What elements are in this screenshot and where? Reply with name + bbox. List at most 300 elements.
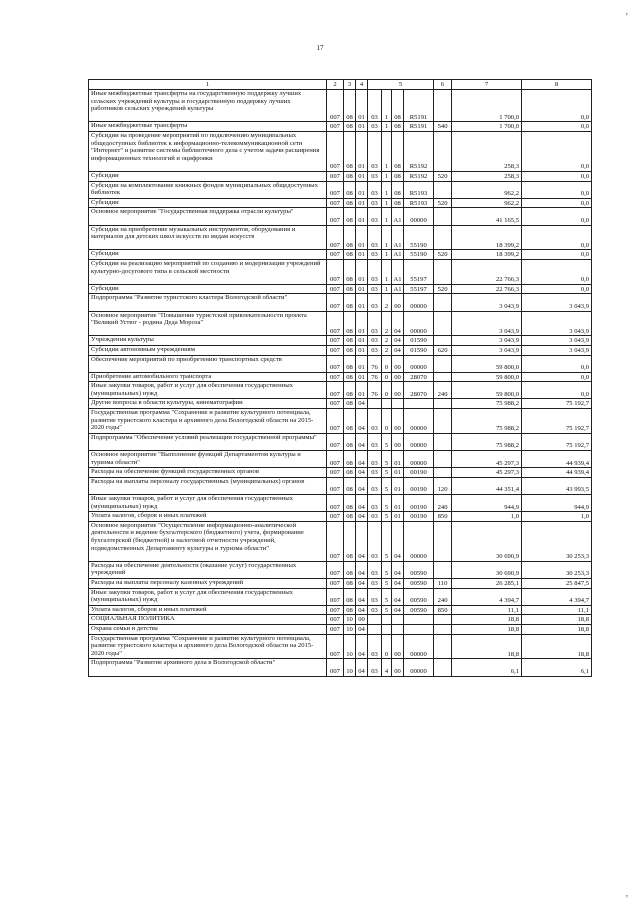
header-cell-ministry: 2 — [327, 80, 344, 90]
row-target-direction: 28070 — [404, 382, 434, 399]
row-expense-type: 120 — [434, 477, 452, 494]
row-ministry-code: 007 — [327, 225, 344, 250]
row-target-direction: 55197 — [404, 284, 434, 294]
row-subsection-code: 01 — [356, 284, 368, 294]
row-subsection-code: 04 — [356, 588, 368, 605]
row-expense-type — [434, 468, 452, 478]
row-ministry-code: 007 — [327, 345, 344, 355]
row-amount-2: 6,1 — [522, 659, 592, 676]
header-cell-subsection: 4 — [356, 80, 368, 90]
row-target-direction: 00000 — [404, 634, 434, 659]
row-section-code: 08 — [344, 409, 356, 434]
row-target-subprogram — [382, 399, 392, 409]
table-row — [89, 605, 592, 615]
row-expense-type — [434, 659, 452, 676]
row-target-direction: 55190 — [404, 225, 434, 250]
row-name: Иные межбюджетные трансферты на государственную поддержку лучших сельских учреждений культуры и государственную поддержку лучших работников сельских учреждений культуры — [89, 90, 327, 122]
row-amount-2: 3 043,9 — [522, 336, 592, 346]
row-name: Подпрограмма "Развитие архивного дела в Вологодской области" — [89, 659, 327, 676]
row-target-direction: 00000 — [404, 433, 434, 450]
row-name: Расходы на обеспечение деятельности (оказание услуг) государственных учреждений — [89, 561, 327, 578]
row-target-direction: 28070 — [404, 372, 434, 382]
row-amount-1: 59 800,0 — [452, 372, 522, 382]
row-subsection-code: 01 — [356, 294, 368, 311]
table-row — [89, 615, 592, 625]
row-target-activity: 01 — [392, 495, 404, 512]
table-row — [89, 624, 592, 634]
row-target-program: 03 — [368, 181, 382, 198]
row-target-direction: 00000 — [404, 355, 434, 372]
row-amount-1: 44 351,4 — [452, 477, 522, 494]
row-target-direction: 55190 — [404, 250, 434, 260]
row-amount-2: 0,0 — [522, 382, 592, 399]
row-section-code: 10 — [344, 659, 356, 676]
row-ministry-code: 007 — [327, 90, 344, 122]
row-subsection-code: 04 — [356, 399, 368, 409]
row-ministry-code: 007 — [327, 399, 344, 409]
table-row — [89, 171, 592, 181]
row-target-direction: 00590 — [404, 561, 434, 578]
row-name: Субсидии на проведение мероприятий по подключению муниципальных общедоступных библиотек к информационно-телекоммуникационной сети "Интернет" и развитие системы библиотечного дела с учетом задачи расширения информационных технологий и оцифровки — [89, 131, 327, 171]
row-subsection-code: 01 — [356, 311, 368, 336]
row-name: Субсидии на реализацию мероприятий по созданию и модернизации учреждений культурно-досугового типа в сельской местности — [89, 259, 327, 284]
row-target-direction: 55197 — [404, 259, 434, 284]
row-amount-1: 3 043,9 — [452, 311, 522, 336]
row-ministry-code: 007 — [327, 336, 344, 346]
row-target-activity: 08 — [392, 181, 404, 198]
row-section-code: 08 — [344, 605, 356, 615]
table-row — [89, 250, 592, 260]
row-amount-1: 45 297,3 — [452, 468, 522, 478]
row-target-program: 03 — [368, 90, 382, 122]
table-row — [89, 225, 592, 250]
row-target-program: 03 — [368, 250, 382, 260]
row-amount-1: 962,2 — [452, 181, 522, 198]
row-amount-2: 30 253,3 — [522, 561, 592, 578]
row-target-activity: A1 — [392, 208, 404, 225]
row-amount-1: 30 690,9 — [452, 561, 522, 578]
row-amount-1: 1,0 — [452, 512, 522, 522]
row-amount-2: 1,0 — [522, 512, 592, 522]
row-name: Субсидии на приобретение музыкальных инструментов, оборудования и материалов для детских школ искусств по видам искусств — [89, 225, 327, 250]
row-target-activity: 00 — [392, 294, 404, 311]
row-amount-1: 22 766,3 — [452, 284, 522, 294]
row-target-program: 03 — [368, 336, 382, 346]
budget-table — [88, 79, 592, 677]
row-target-direction: 00000 — [404, 451, 434, 468]
row-target-activity: 04 — [392, 345, 404, 355]
row-expense-type — [434, 409, 452, 434]
row-name: Субсидии — [89, 284, 327, 294]
row-amount-2: 75 192,7 — [522, 409, 592, 434]
row-target-activity: 04 — [392, 561, 404, 578]
row-subsection-code: 01 — [356, 355, 368, 372]
row-subsection-code: 01 — [356, 90, 368, 122]
row-ministry-code: 007 — [327, 624, 344, 634]
row-name: Учреждения культуры — [89, 336, 327, 346]
row-expense-type: 240 — [434, 588, 452, 605]
row-expense-type — [434, 355, 452, 372]
table-row — [89, 122, 592, 132]
table-row — [89, 345, 592, 355]
row-target-program: 03 — [368, 198, 382, 208]
row-name: Другие вопросы в области культуры, кинематографии — [89, 399, 327, 409]
row-target-direction: R5191 — [404, 90, 434, 122]
row-target-program: 03 — [368, 122, 382, 132]
row-name: Расходы на обеспечение функций государственных органов — [89, 468, 327, 478]
row-name: Подпрограмма "Развитие туристского кластера Вологодской области" — [89, 294, 327, 311]
row-ministry-code: 007 — [327, 355, 344, 372]
row-target-direction: 00590 — [404, 588, 434, 605]
header-cell-amount-1: 7 — [452, 80, 522, 90]
row-target-subprogram: 2 — [382, 311, 392, 336]
table-row — [89, 477, 592, 494]
row-section-code: 08 — [344, 399, 356, 409]
row-target-direction: 00190 — [404, 468, 434, 478]
row-amount-1: 944,9 — [452, 495, 522, 512]
row-target-program: 03 — [368, 659, 382, 676]
table-row — [89, 311, 592, 336]
row-target-direction — [404, 624, 434, 634]
row-target-program: 03 — [368, 259, 382, 284]
row-target-activity: 01 — [392, 468, 404, 478]
row-section-code: 08 — [344, 345, 356, 355]
row-target-subprogram: 5 — [382, 512, 392, 522]
row-target-direction: 01590 — [404, 345, 434, 355]
row-target-subprogram: 1 — [382, 90, 392, 122]
row-section-code: 08 — [344, 171, 356, 181]
row-amount-2: 0,0 — [522, 181, 592, 198]
page-number: 17 — [316, 44, 324, 52]
row-subsection-code: 04 — [356, 495, 368, 512]
row-target-subprogram: 0 — [382, 409, 392, 434]
header-cell-amount-2: 8 — [522, 80, 592, 90]
row-target-program: 03 — [368, 451, 382, 468]
row-target-direction: R5191 — [404, 122, 434, 132]
row-target-activity — [392, 624, 404, 634]
row-name: Расходы на выплаты персоналу казенных учреждений — [89, 578, 327, 588]
row-target-activity: 04 — [392, 605, 404, 615]
row-target-direction: R5192 — [404, 171, 434, 181]
row-target-direction: 00000 — [404, 311, 434, 336]
row-target-activity: A1 — [393, 251, 402, 259]
row-amount-1: 59 800,0 — [452, 355, 522, 372]
table-row — [89, 521, 592, 561]
row-target-direction: 00000 — [404, 294, 434, 311]
row-section-code: 08 — [344, 250, 356, 260]
table-row — [89, 382, 592, 399]
table-row — [89, 355, 592, 372]
row-amount-1: 3 043,9 — [452, 345, 522, 355]
row-amount-2: 25 847,5 — [522, 578, 592, 588]
row-name: Субсидии — [89, 250, 327, 260]
row-target-direction: 00590 — [404, 605, 434, 615]
row-target-subprogram: 1 — [382, 250, 392, 260]
row-section-code: 08 — [344, 561, 356, 578]
row-amount-1: 4 394,7 — [452, 588, 522, 605]
row-target-activity: A1 — [392, 225, 404, 250]
table-header-row — [89, 80, 592, 90]
row-subsection-code: 01 — [356, 259, 368, 284]
row-section-code: 08 — [344, 588, 356, 605]
row-target-subprogram: 5 — [382, 588, 392, 605]
row-section-code: 08 — [344, 225, 356, 250]
row-target-subprogram: 2 — [382, 336, 392, 346]
row-ministry-code: 007 — [327, 512, 344, 522]
row-section-code: 08 — [344, 521, 356, 561]
row-amount-1: 1 700,0 — [452, 122, 522, 132]
row-ministry-code: 007 — [327, 521, 344, 561]
row-subsection-code: 01 — [356, 181, 368, 198]
row-expense-type: 850 — [434, 512, 452, 522]
row-amount-1: 22 766,3 — [452, 259, 522, 284]
row-target-subprogram — [382, 624, 392, 634]
row-amount-1: 11,1 — [452, 605, 522, 615]
row-amount-1: 18,8 — [452, 634, 522, 659]
row-target-program — [368, 615, 382, 625]
row-target-subprogram: 0 — [382, 382, 392, 399]
row-target-program: 03 — [368, 409, 382, 434]
table-row — [89, 451, 592, 468]
row-target-program: 03 — [368, 311, 382, 336]
row-subsection-code: 04 — [356, 477, 368, 494]
row-target-program: 03 — [368, 284, 382, 294]
row-target-activity: 00 — [392, 409, 404, 434]
row-ministry-code: 007 — [327, 634, 344, 659]
table-row — [89, 495, 592, 512]
table-row — [89, 198, 592, 208]
row-amount-2: 75 192,7 — [522, 399, 592, 409]
row-target-activity: 01 — [392, 451, 404, 468]
row-amount-2: 0,0 — [522, 208, 592, 225]
row-subsection-code: 04 — [356, 634, 368, 659]
row-subsection-code: 01 — [356, 372, 368, 382]
row-subsection-code: 00 — [356, 615, 368, 625]
row-target-program: 03 — [368, 433, 382, 450]
row-target-subprogram: 1 — [382, 259, 392, 284]
row-amount-2: 0,0 — [522, 259, 592, 284]
row-ministry-code: 007 — [327, 588, 344, 605]
row-name: Субсидии автономным учреждениям — [89, 345, 327, 355]
table-row — [89, 561, 592, 578]
table-row — [89, 181, 592, 198]
row-ministry-code: 007 — [327, 382, 344, 399]
row-amount-1: 75 988,2 — [452, 409, 522, 434]
row-target-activity: 04 — [392, 336, 404, 346]
row-target-activity: A1 — [393, 285, 402, 293]
row-amount-2: 43 993,5 — [522, 477, 592, 494]
row-amount-1: 6,1 — [452, 659, 522, 676]
row-target-program: 03 — [368, 225, 382, 250]
row-target-subprogram: 5 — [382, 477, 392, 494]
row-section-code: 08 — [344, 451, 356, 468]
table-row — [89, 90, 592, 122]
row-section-code: 08 — [344, 122, 356, 132]
row-expense-type — [434, 399, 452, 409]
row-target-direction: 00190 — [404, 477, 434, 494]
row-amount-2: 4 394,7 — [522, 588, 592, 605]
row-target-direction: 00000 — [404, 521, 434, 561]
row-target-subprogram: 0 — [382, 355, 392, 372]
row-amount-2: 11,1 — [522, 605, 592, 615]
row-amount-1: 75 988,2 — [452, 399, 522, 409]
table-row — [89, 372, 592, 382]
row-subsection-code: 01 — [356, 131, 368, 171]
row-section-code: 08 — [344, 336, 356, 346]
row-target-direction: R5193 — [404, 198, 434, 208]
row-target-program: 03 — [368, 588, 382, 605]
row-name: Обеспечение мероприятий по приобретению транспортных средств — [89, 355, 327, 372]
table-row — [89, 131, 592, 171]
row-target-subprogram: 5 — [382, 433, 392, 450]
row-subsection-code: 01 — [356, 382, 368, 399]
row-ministry-code: 007 — [327, 284, 344, 294]
row-subsection-code: 01 — [356, 198, 368, 208]
row-subsection-code: 04 — [356, 468, 368, 478]
row-target-program: 03 — [368, 294, 382, 311]
row-expense-type — [434, 624, 452, 634]
row-target-subprogram: 1 — [382, 208, 392, 225]
row-target-activity: A1 — [392, 259, 404, 284]
row-subsection-code: 04 — [356, 409, 368, 434]
row-target-direction — [404, 399, 434, 409]
row-name: Иные закупки товаров, работ и услуг для обеспечения государственных (муниципальных) нужд — [89, 495, 327, 512]
row-target-activity: 00 — [392, 659, 404, 676]
row-section-code: 10 — [344, 634, 356, 659]
row-ministry-code: 007 — [327, 409, 344, 434]
row-target-subprogram: 0 — [382, 372, 392, 382]
row-ministry-code: 007 — [327, 198, 344, 208]
row-ministry-code: 007 — [327, 468, 344, 478]
row-target-direction: 00190 — [404, 495, 434, 512]
row-expense-type — [434, 336, 452, 346]
row-target-subprogram: 5 — [382, 561, 392, 578]
row-target-program: 03 — [368, 605, 382, 615]
row-section-code: 08 — [344, 259, 356, 284]
table-row — [89, 512, 592, 522]
table-row — [89, 336, 592, 346]
row-target-program — [368, 624, 382, 634]
row-target-direction: 01590 — [404, 336, 434, 346]
row-target-direction: R5193 — [404, 181, 434, 198]
table-row — [89, 578, 592, 588]
row-ministry-code: 007 — [327, 561, 344, 578]
table-row — [89, 468, 592, 478]
row-ministry-code: 007 — [327, 659, 344, 676]
row-expense-type — [434, 131, 452, 171]
row-section-code: 08 — [344, 495, 356, 512]
row-target-subprogram: 0 — [382, 634, 392, 659]
row-target-activity: 00 — [392, 634, 404, 659]
row-expense-type: 520 — [434, 171, 452, 181]
row-target-activity: 08 — [392, 171, 404, 181]
row-ministry-code: 007 — [327, 171, 344, 181]
row-expense-type — [434, 208, 452, 225]
row-ministry-code: 007 — [327, 451, 344, 468]
row-target-activity: 00 — [392, 355, 404, 372]
row-target-subprogram: 5 — [382, 451, 392, 468]
row-amount-2: 0,0 — [522, 198, 592, 208]
row-amount-2: 0,0 — [522, 122, 592, 132]
row-name: Основное мероприятие "Государственная поддержка отрасли культуры" — [89, 208, 327, 225]
row-amount-2: 18,8 — [522, 624, 592, 634]
row-target-activity: 08 — [392, 122, 404, 132]
row-expense-type: 520 — [434, 250, 452, 260]
row-amount-2: 3 043,9 — [522, 311, 592, 336]
corner-mark-bottom: , — [625, 888, 628, 898]
row-expense-type: 520 — [434, 284, 452, 294]
row-amount-1: 75 988,2 — [452, 433, 522, 450]
row-expense-type: 620 — [434, 345, 452, 355]
row-ministry-code: 007 — [327, 433, 344, 450]
row-amount-2: 0,0 — [522, 131, 592, 171]
row-target-program: 03 — [368, 634, 382, 659]
row-ministry-code: 007 — [327, 615, 344, 625]
row-amount-2: 18,8 — [522, 634, 592, 659]
row-target-program: 76 — [368, 382, 382, 399]
row-section-code: 08 — [344, 578, 356, 588]
row-section-code: 08 — [344, 131, 356, 171]
row-name: Расходы на выплаты персоналу государственных (муниципальных) органов — [89, 477, 327, 494]
row-section-code: 10 — [344, 615, 356, 625]
row-section-code: 08 — [344, 198, 356, 208]
row-amount-2: 75 192,7 — [522, 433, 592, 450]
table-row — [89, 433, 592, 450]
row-target-program — [368, 399, 382, 409]
row-target-activity: 04 — [392, 311, 404, 336]
row-target-activity: 04 — [392, 578, 404, 588]
row-expense-type — [434, 225, 452, 250]
row-subsection-code: 04 — [356, 512, 368, 522]
row-target-subprogram: 4 — [382, 659, 392, 676]
row-amount-2: 0,0 — [522, 225, 592, 250]
row-ministry-code: 007 — [327, 250, 344, 260]
row-amount-2: 18,8 — [522, 615, 592, 625]
row-name: Иные закупки товаров, работ и услуг для обеспечения государственных (муниципальных) нужд — [89, 382, 327, 399]
row-target-subprogram: 5 — [382, 521, 392, 561]
row-amount-2: 0,0 — [522, 90, 592, 122]
row-target-direction: 00000 — [404, 659, 434, 676]
row-name: Уплата налогов, сборов и иных платежей — [89, 512, 327, 522]
row-expense-type: 240 — [434, 382, 452, 399]
row-amount-1: 3 043,9 — [452, 336, 522, 346]
row-amount-1: 1 700,0 — [452, 90, 522, 122]
row-target-activity: 01 — [392, 512, 404, 522]
row-ministry-code: 007 — [327, 208, 344, 225]
row-target-subprogram: 2 — [382, 294, 392, 311]
row-name: Государственная программа "Сохранение и развитие культурного потенциала, развитие туристского кластера и архивного дела Вологодской области на 2015-2020 годы" — [89, 409, 327, 434]
row-target-program: 76 — [368, 355, 382, 372]
row-subsection-code: 04 — [356, 624, 368, 634]
row-section-code: 08 — [344, 355, 356, 372]
row-subsection-code: 01 — [356, 336, 368, 346]
row-target-program: 03 — [368, 477, 382, 494]
row-ministry-code: 007 — [327, 372, 344, 382]
row-target-program: 03 — [368, 345, 382, 355]
row-name: Основное мероприятие "Осуществление информационно-аналитической деятельности и ведение бухгалтерского (бюджетного) учета, формирование бухгалтерской (бюджетной) и налоговой отчетности учреждений, подведомственных Департаменту культуры и туризма области" — [89, 521, 327, 561]
row-amount-2: 0,0 — [522, 372, 592, 382]
row-expense-type — [434, 634, 452, 659]
row-target-direction: 00190 — [404, 512, 434, 522]
row-amount-1: 18 399,2 — [452, 250, 522, 260]
row-subsection-code: 01 — [356, 225, 368, 250]
table-row — [89, 659, 592, 676]
row-amount-2: 3 043,9 — [522, 345, 592, 355]
row-subsection-code: 01 — [356, 250, 368, 260]
row-section-code: 08 — [344, 294, 356, 311]
row-expense-type — [434, 311, 452, 336]
row-section-code: 08 — [344, 382, 356, 399]
